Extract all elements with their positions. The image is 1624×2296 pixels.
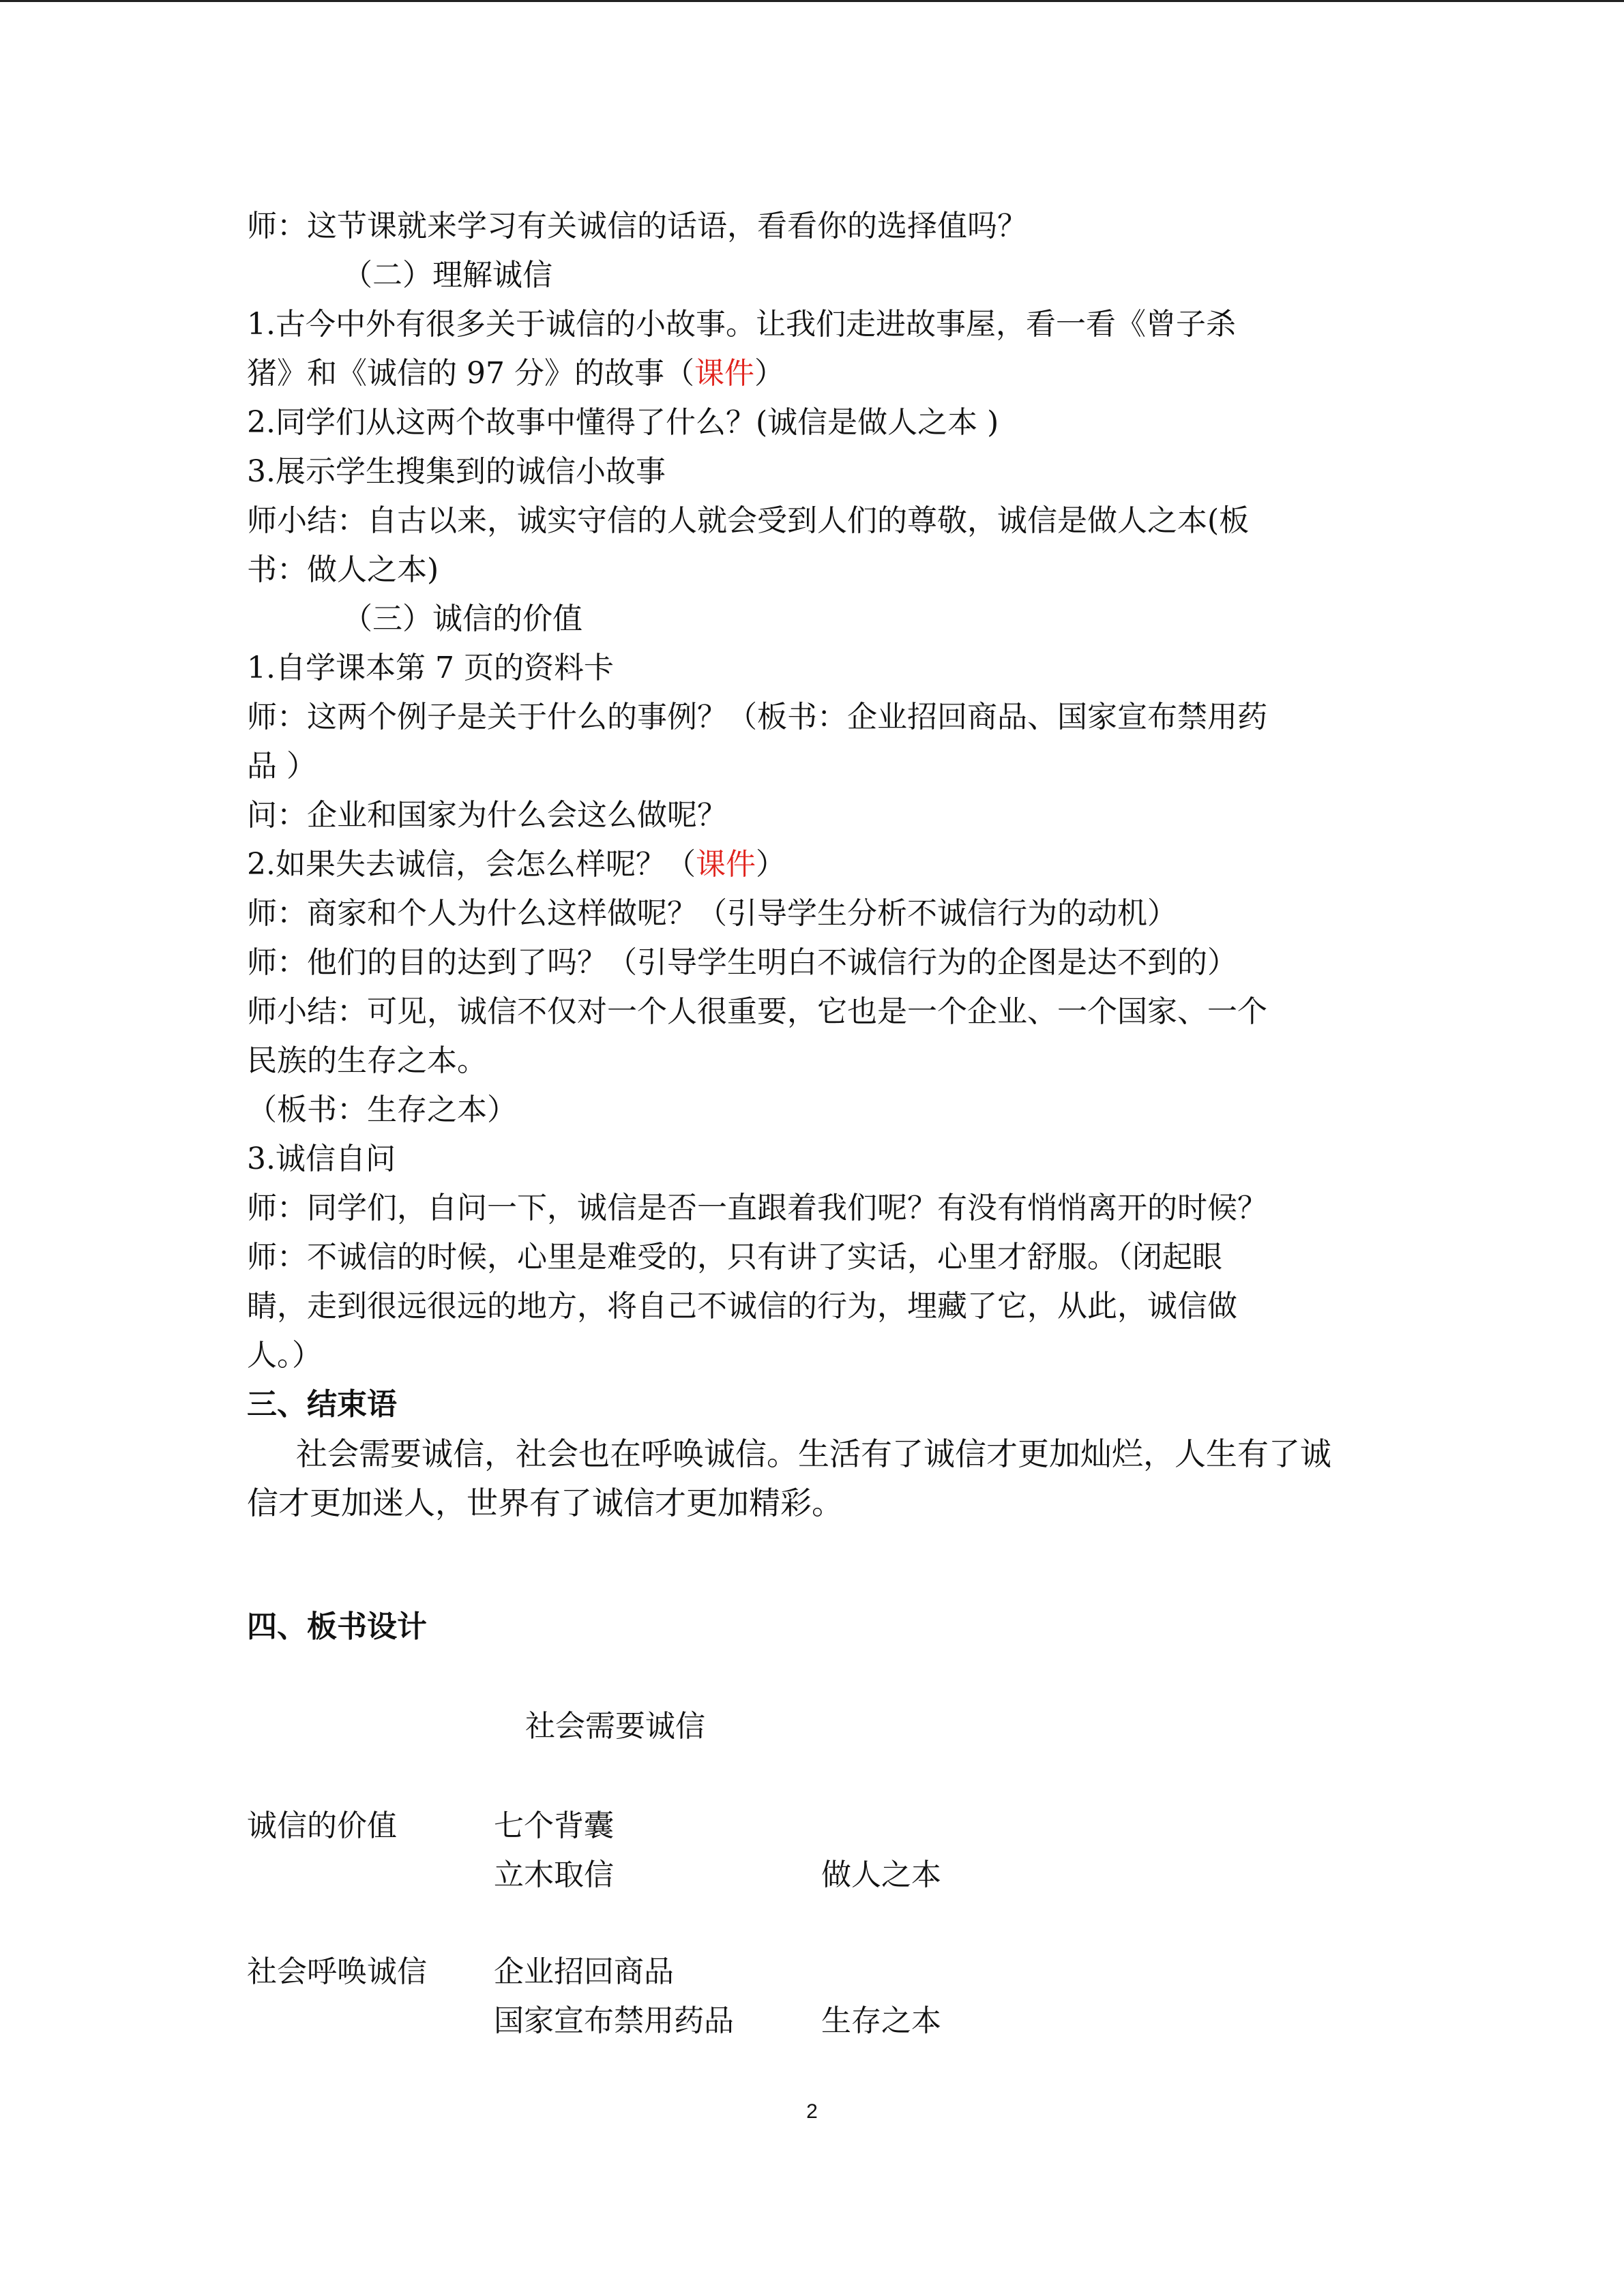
board-title: 社会需要诚信: [525, 1709, 705, 1744]
document-body: [247, 202, 1379, 1527]
text-segment: 猪》和《诚信的 97 分》的故事（: [247, 356, 694, 391]
conclusion-paragraph-line: 社会需要诚信，社会也在呼唤诚信。生活有了诚信才更加灿烂，人生有了诚: [296, 1435, 1331, 1472]
text-line: 1.自学课本第 7 页的资料卡: [247, 651, 614, 685]
text-line: 睛，走到很远很远的地方，将自己不诚信的行为，埋藏了它，从此，诚信做: [247, 1289, 1237, 1324]
section-heading-conclusion: 三、结束语: [247, 1387, 397, 1422]
text-line: （板书：生存之本）: [247, 1092, 517, 1127]
board-result: 做人之本: [821, 1858, 941, 1892]
page-number: 2: [806, 2100, 818, 2123]
text-line: 师：这两个例子是关于什么的事例？（板书：企业招回商品、国家宣布禁用药: [247, 700, 1267, 734]
text-line: 人。）: [247, 1338, 322, 1373]
subheading-understand: （二）理解诚信: [342, 258, 552, 293]
courseware-link: 课件: [694, 356, 754, 391]
text-line: 师小结：自古以来，诚实守信的人就会受到人们的尊敬，诚信是做人之本(板: [247, 503, 1250, 538]
text-line: 1.古今中外有很多关于诚信的小故事。让我们走进故事屋，看一看《曾子杀: [247, 307, 1236, 342]
text-line: [247, 840, 1379, 889]
text-line: 书：做人之本): [247, 552, 439, 587]
courseware-link: 课件: [695, 847, 756, 882]
text-line: 师：这节课就来学习有关诚信的话语，看看你的选择值吗？: [247, 209, 1027, 243]
top-border-line: [0, 0, 1624, 2]
text-line: 问：企业和国家为什么会这么做呢？: [247, 798, 727, 833]
text-line: 师：不诚信的时候，心里是难受的，只有讲了实话，心里才舒服。（闭起眼: [247, 1240, 1222, 1274]
board-item: 国家宣布禁用药品: [494, 2003, 734, 2038]
board-result: 生存之本: [821, 2003, 941, 2038]
text-line: [247, 349, 1379, 398]
text-line: 3.诚信自问: [247, 1142, 396, 1176]
text-line: 2.同学们从这两个故事中懂得了什么？(诚信是做人之本 ): [247, 405, 999, 440]
text-line: 师：他们的目的达到了吗？（引导学生明白不诚信行为的企图是达不到的）: [247, 945, 1237, 980]
text-line: 师小结：可见，诚信不仅对一个人很重要，它也是一个企业、一个国家、一个: [247, 994, 1267, 1029]
text-segment: ）: [755, 847, 786, 882]
board-item: 企业招回商品: [494, 1954, 674, 1989]
section-heading-board: 四、板书设计: [247, 1609, 427, 1644]
text-line: 3.展示学生搜集到的诚信小故事: [247, 454, 666, 489]
text-line: 品 ）: [247, 749, 316, 784]
text-line: 民族的生存之本。: [247, 1043, 487, 1078]
board-row-label: 社会呼唤诚信: [247, 1954, 427, 1989]
board-design: [247, 1602, 1379, 2053]
board-item: 立木取信: [494, 1858, 614, 1892]
board-row-label: 诚信的价值: [247, 1808, 397, 1843]
text-line: 师：商家和个人为什么这样做呢？（引导学生分析不诚信行为的动机）: [247, 896, 1177, 931]
board-item: 七个背囊: [494, 1808, 614, 1843]
text-segment: ）: [754, 356, 784, 391]
text-segment: 2.如果失去诚信，会怎么样呢？（: [247, 847, 696, 882]
conclusion-paragraph-line: 信才更加迷人，世界有了诚信才更加精彩。: [247, 1485, 843, 1521]
text-line: 师：同学们，自问一下，诚信是否一直跟着我们呢？有没有悄悄离开的时候？: [247, 1191, 1267, 1225]
subheading-value: （三）诚信的价值: [342, 601, 582, 636]
